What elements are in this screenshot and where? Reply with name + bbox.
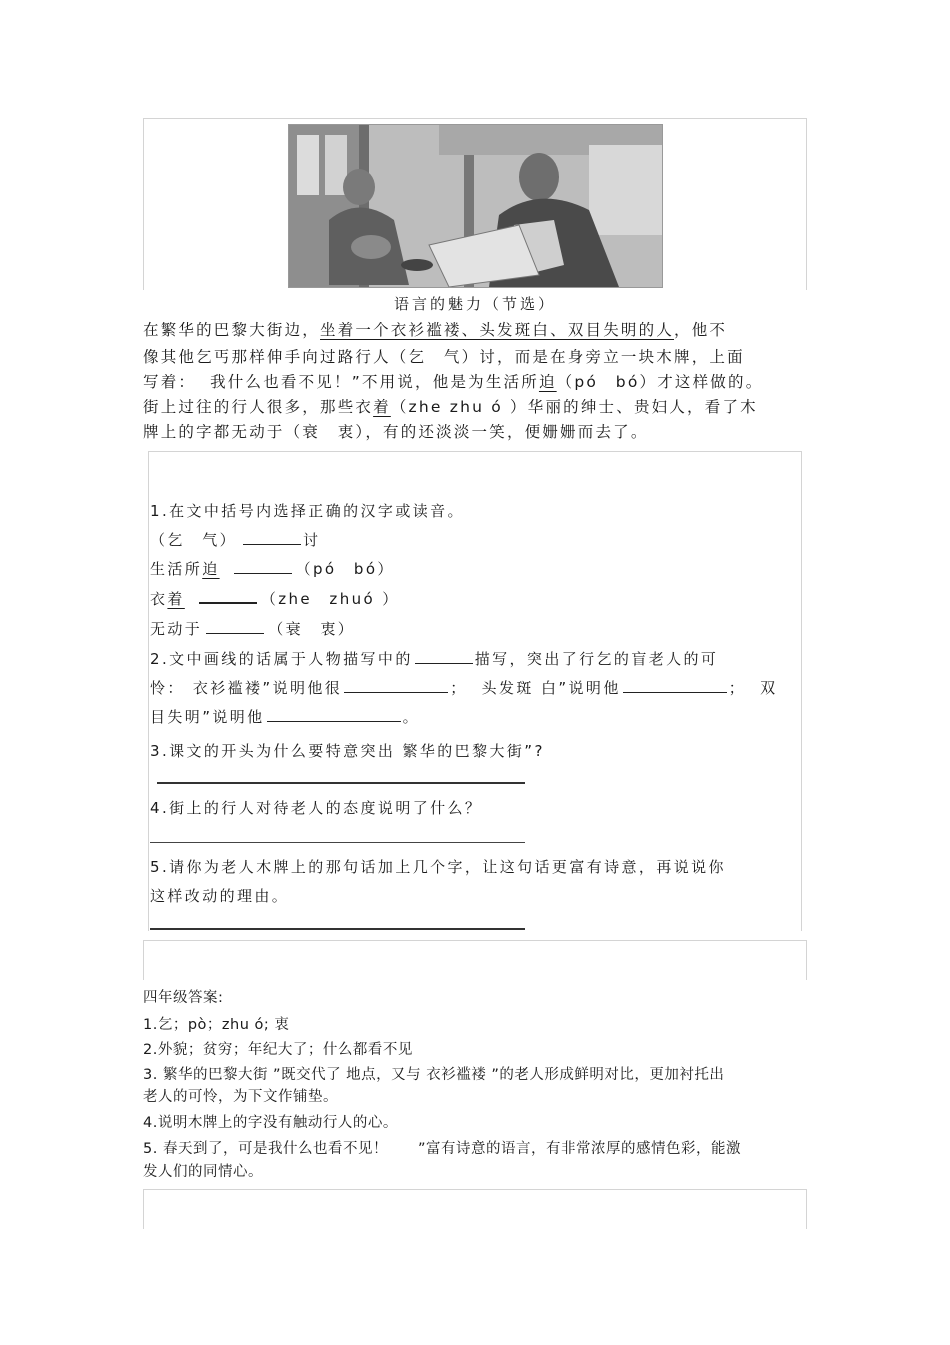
option-text: （zhe zhuó ） — [260, 590, 400, 608]
answer-line-4[interactable] — [150, 842, 525, 843]
bottom-frame — [143, 1189, 807, 1229]
question-2-line-3 — [150, 706, 420, 727]
passage-text: 在繁华的巴黎大街边， — [143, 321, 321, 339]
question-text: 。 — [402, 708, 420, 726]
passage-line-4 — [143, 395, 813, 417]
option-text: （乞 气） — [150, 531, 238, 549]
answer-blank[interactable] — [199, 588, 257, 604]
answer-4: 4.说明木牌上的字没有触动行人的心。 — [143, 1115, 398, 1131]
question-text: 讨 — [303, 531, 321, 549]
underlined-description: 坐着一个衣衫褴褛、头发斑白、双目失明的人 — [320, 321, 675, 339]
underlined-char: 着 — [167, 590, 185, 608]
question-text: 2.文中画线的话属于人物描写中的 — [150, 650, 413, 668]
question-2-line-2 — [150, 677, 778, 698]
mid-frame — [143, 940, 807, 980]
underlined-char: 迫 — [538, 373, 557, 391]
question-text: 怜： — [150, 679, 185, 697]
question-text: 无动于 — [150, 620, 203, 638]
passage-text: （pó bó）才这样做的。 — [556, 373, 764, 391]
answer-2: 2.外貌；贫穷；年纪大了；什么都看不见 — [143, 1042, 413, 1058]
question-text: 头发斑 白”说明他 — [481, 679, 621, 697]
answers-heading: 四年级答案: — [143, 990, 224, 1006]
answer-3-line-1: 3. 繁华的巴黎大街 ”既交代了 地点，又与 衣衫褴褛 ”的老人形成鲜明对比，更加衬托出 — [143, 1067, 725, 1083]
answer-blank[interactable] — [267, 707, 401, 722]
question-text: 衣 — [150, 590, 168, 608]
passage-text: ”不用说，他是为生活所 — [351, 373, 539, 391]
passage-line-1 — [143, 318, 813, 340]
question-1-row-3 — [150, 588, 400, 609]
answer-5-line-2: 发人们的同情心。 — [143, 1164, 263, 1180]
passage-line-2: 像其他乞丐那样伸手向过路行人（乞 气）讨，而是在身旁立一块木牌，上面 — [143, 348, 745, 366]
question-1-row-4 — [150, 618, 355, 639]
answer-blank[interactable] — [206, 619, 264, 634]
underlined-char: 着 — [373, 398, 391, 416]
answer-blank[interactable] — [623, 678, 727, 693]
passage-title: 语言的魅力（节选） — [393, 295, 556, 313]
passage-text: （zhe zhu ó ）华丽的绅士、贵妇人，看了木 — [390, 398, 758, 416]
question-text: ； — [728, 679, 747, 697]
question-text: 衣衫褴褛”说明他很 — [192, 679, 343, 697]
option-text: （pó bó） — [295, 560, 395, 578]
passage-text: ，他不 — [674, 321, 728, 339]
question-text: 生活所 — [150, 560, 203, 578]
passage-text: 街上过往的行人很多，那些衣 — [143, 398, 374, 416]
answer-3-line-2: 老人的可怜，为下文作铺垫。 — [143, 1089, 338, 1105]
passage-text: 写着： — [143, 373, 197, 391]
answer-blank[interactable] — [243, 530, 301, 545]
question-text: 描写，突出了行乞的盲老人的可 — [474, 650, 719, 668]
passage-line-5: 牌上的字都无动于（衰 衷），有的还淡淡一笑，便姗姗而去了。 — [143, 423, 649, 441]
passage-text: 我什么也看不见！ — [210, 373, 352, 391]
option-text: （衰 衷） — [268, 620, 356, 638]
question-text: 双 — [760, 679, 778, 697]
question-3: 3.课文的开头为什么要特意突出 繁华的巴黎大街”? — [150, 742, 545, 760]
question-1-row-2 — [150, 558, 395, 579]
answer-line-5[interactable] — [150, 928, 525, 930]
answer-blank[interactable] — [344, 678, 448, 693]
question-2-line-1 — [150, 648, 718, 669]
question-1-title: 1.在文中括号内选择正确的汉字或读音。 — [150, 502, 465, 520]
question-4: 4.街上的行人对待老人的态度说明了什么？ — [150, 799, 483, 817]
answer-5-line-1: 5. 春天到了，可是我什么也看不见！ ”富有诗意的语言，有非常浓厚的感情色彩，能激 — [143, 1141, 741, 1157]
question-5-line-2: 这样改动的理由。 — [150, 887, 290, 905]
answer-blank[interactable] — [234, 559, 292, 574]
question-text: ； — [450, 679, 468, 697]
story-illustration — [288, 124, 663, 288]
answer-blank[interactable] — [415, 649, 473, 664]
underlined-char: 迫 — [202, 560, 220, 578]
question-1-row-1 — [150, 529, 320, 550]
answer-1: 1.乞；pò；zhu ó; 衷 — [143, 1017, 290, 1033]
question-5-line-1: 5.请你为老人木牌上的那句话加上几个字，让这句话更富有诗意，再说说你 — [150, 858, 726, 876]
answer-line-3[interactable] — [157, 782, 525, 784]
question-text: 目失明”说明他 — [150, 708, 265, 726]
passage-line-3 — [143, 370, 813, 392]
